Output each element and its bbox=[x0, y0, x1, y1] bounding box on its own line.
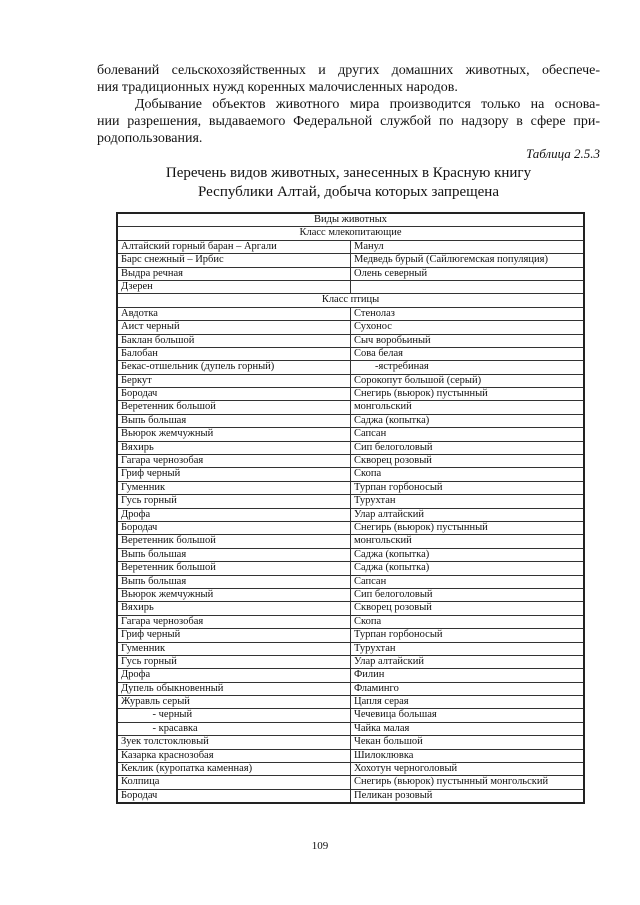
species-cell-left: Бекас-отшельник (дупель горный) bbox=[117, 361, 351, 374]
species-cell-right: Саджа (копытка) bbox=[351, 562, 585, 575]
species-cell-right: Стенолаз bbox=[351, 307, 585, 320]
paragraph-line: Добывание объектов животного мира производится только на основа- bbox=[135, 97, 600, 112]
species-cell-left: Гуменник bbox=[117, 481, 351, 494]
species-cell-right: Улар алтайский bbox=[351, 508, 585, 521]
species-cell-right: Цапля серая bbox=[351, 696, 585, 709]
species-cell-right: Шилоклювка bbox=[351, 749, 585, 762]
table-row bbox=[117, 441, 584, 454]
table-header-row bbox=[117, 213, 584, 227]
table-row bbox=[117, 280, 584, 293]
species-cell-right: монгольский bbox=[351, 401, 585, 414]
species-cell-right: Турпан горбоносый bbox=[351, 629, 585, 642]
table-row bbox=[117, 321, 584, 334]
species-cell-left: Выпь большая bbox=[117, 548, 351, 561]
table-title-line-1: Перечень видов животных, занесенных в Красную книгу bbox=[165, 165, 532, 181]
species-cell-right: Сапсан bbox=[351, 428, 585, 441]
species-cell-left: Бородач bbox=[117, 388, 351, 401]
species-cell-left: Вьюрок жемчужный bbox=[117, 428, 351, 441]
species-cell-right: Чечевица большая bbox=[351, 709, 585, 722]
species-cell-left: Выпь большая bbox=[117, 414, 351, 427]
species-cell-left: Веретенник большой bbox=[117, 401, 351, 414]
table-row bbox=[117, 763, 584, 776]
table-row bbox=[117, 629, 584, 642]
body-paragraph-1 bbox=[97, 62, 600, 96]
species-cell-left: Барс снежный – Ирбис bbox=[117, 254, 351, 267]
species-cell-right: Скопа bbox=[351, 468, 585, 481]
species-cell-right: Скворец розовый bbox=[351, 455, 585, 468]
table-row bbox=[117, 548, 584, 561]
paragraph-line: родопользования. bbox=[97, 131, 203, 146]
species-cell-right: Чайка малая bbox=[351, 722, 585, 735]
species-cell-left: Бородач bbox=[117, 521, 351, 534]
species-cell-left: Балобан bbox=[117, 347, 351, 360]
species-cell-right: Сыч воробьиный bbox=[351, 334, 585, 347]
species-cell-left: Гриф черный bbox=[117, 468, 351, 481]
table-row bbox=[117, 334, 584, 347]
table-row bbox=[117, 495, 584, 508]
species-cell-left: Дупель обыкновенный bbox=[117, 682, 351, 695]
table-row bbox=[117, 696, 584, 709]
table-row bbox=[117, 789, 584, 803]
paragraph-line: нии разрешения, выдаваемого Федеральной службой по надзору в сфере при- bbox=[97, 114, 600, 129]
species-cell-right: Сип белоголовый bbox=[351, 441, 585, 454]
species-cell-left: Гусь горный bbox=[117, 655, 351, 668]
species-cell-left: Беркут bbox=[117, 374, 351, 387]
species-cell-right: Сухонос bbox=[351, 321, 585, 334]
species-cell-left: Выдра речная bbox=[117, 267, 351, 280]
species-cell-left: Бородач bbox=[117, 789, 351, 803]
species-cell-left: Колпица bbox=[117, 776, 351, 789]
species-cell-left: Дрофа bbox=[117, 508, 351, 521]
species-cell-left: Дрофа bbox=[117, 669, 351, 682]
species-cell-left: Алтайский горный баран – Аргали bbox=[117, 240, 351, 253]
table-row bbox=[117, 602, 584, 615]
species-cell-right: Турпан горбоносый bbox=[351, 481, 585, 494]
species-cell-right: Саджа (копытка) bbox=[351, 414, 585, 427]
species-cell-right: монгольский bbox=[351, 535, 585, 548]
table-row bbox=[117, 588, 584, 601]
table-row bbox=[117, 776, 584, 789]
species-cell-left: Веретенник большой bbox=[117, 535, 351, 548]
page-number: 109 bbox=[311, 840, 329, 852]
species-cell-right: Фламинго bbox=[351, 682, 585, 695]
species-cell-right: Сип белоголовый bbox=[351, 588, 585, 601]
species-cell-left: Гагара чернозобая bbox=[117, 455, 351, 468]
species-cell-right: Сова белая bbox=[351, 347, 585, 360]
species-cell-right: Турухтан bbox=[351, 642, 585, 655]
species-cell-right: Саджа (копытка) bbox=[351, 548, 585, 561]
species-cell-left: Казарка краснозобая bbox=[117, 749, 351, 762]
species-cell-right: Манул bbox=[351, 240, 585, 253]
table-row bbox=[117, 749, 584, 762]
table-row bbox=[117, 642, 584, 655]
table-row bbox=[117, 521, 584, 534]
table-row bbox=[117, 615, 584, 628]
species-cell-left: Зуек толстоклювый bbox=[117, 736, 351, 749]
paragraph-line: ния традиционных нужд коренных малочисленных народов. bbox=[97, 80, 458, 95]
species-cell-right: Олень северный bbox=[351, 267, 585, 280]
table-row bbox=[117, 428, 584, 441]
table-row bbox=[117, 414, 584, 427]
table-row bbox=[117, 307, 584, 320]
table-row bbox=[117, 401, 584, 414]
species-cell-right: Скопа bbox=[351, 615, 585, 628]
table-number: Таблица 2.5.3 bbox=[525, 146, 600, 161]
species-cell-left: Гусь горный bbox=[117, 495, 351, 508]
species-cell-left: Выпь большая bbox=[117, 575, 351, 588]
table-row bbox=[117, 455, 584, 468]
species-cell-right: Скворец розовый bbox=[351, 602, 585, 615]
species-cell-right: Чекан большой bbox=[351, 736, 585, 749]
class-heading-mammals: Класс млекопитающие bbox=[117, 227, 584, 240]
species-cell-left: Веретенник большой bbox=[117, 562, 351, 575]
table-row bbox=[117, 669, 584, 682]
species-cell-left: Авдотка bbox=[117, 307, 351, 320]
table-row bbox=[117, 535, 584, 548]
species-cell-right: Снегирь (вьюрок) пустынный bbox=[351, 388, 585, 401]
table-row bbox=[117, 388, 584, 401]
class-row-mammals bbox=[117, 227, 584, 240]
table-row bbox=[117, 361, 584, 374]
table-row bbox=[117, 575, 584, 588]
species-cell-right: -ястребиная bbox=[351, 361, 585, 374]
species-cell-left: - красавка bbox=[117, 722, 351, 735]
table-row bbox=[117, 267, 584, 280]
species-cell-left: Гагара чернозобая bbox=[117, 615, 351, 628]
species-cell-right: Снегирь (вьюрок) пустынный bbox=[351, 521, 585, 534]
paragraph-line: болеваний сельскохозяйственных и других домашних животных, обеспече- bbox=[97, 63, 600, 78]
species-cell-right: Турухтан bbox=[351, 495, 585, 508]
species-cell-right: Улар алтайский bbox=[351, 655, 585, 668]
red-book-species-table bbox=[116, 212, 585, 804]
species-cell-right: Хохотун черноголовый bbox=[351, 763, 585, 776]
species-cell-left: Дзерен bbox=[117, 280, 351, 293]
table-title-line-2: Республики Алтай, добыча которых запрещена bbox=[197, 184, 499, 200]
table-row bbox=[117, 254, 584, 267]
table-row bbox=[117, 468, 584, 481]
species-cell-left: Аист черный bbox=[117, 321, 351, 334]
table-row bbox=[117, 722, 584, 735]
table-row bbox=[117, 481, 584, 494]
species-cell-right bbox=[351, 280, 585, 293]
species-cell-left: Кеклик (куропатка каменная) bbox=[117, 763, 351, 776]
table-row bbox=[117, 709, 584, 722]
species-cell-left: Вьюрок жемчужный bbox=[117, 588, 351, 601]
table-row bbox=[117, 562, 584, 575]
species-cell-left: Баклан большой bbox=[117, 334, 351, 347]
table-row bbox=[117, 347, 584, 360]
species-cell-left: Вяхирь bbox=[117, 602, 351, 615]
species-cell-left: - черный bbox=[117, 709, 351, 722]
table-header-cell: Виды животных bbox=[117, 213, 584, 227]
body-paragraph-2 bbox=[97, 96, 600, 147]
table-row bbox=[117, 682, 584, 695]
species-cell-left: Вяхирь bbox=[117, 441, 351, 454]
table-row bbox=[117, 240, 584, 253]
species-cell-right: Сапсан bbox=[351, 575, 585, 588]
table-row bbox=[117, 736, 584, 749]
species-cell-right: Сорокопут большой (серый) bbox=[351, 374, 585, 387]
table-row bbox=[117, 374, 584, 387]
table-row bbox=[117, 508, 584, 521]
class-heading-birds: Класс птицы bbox=[117, 294, 584, 307]
class-row-birds bbox=[117, 294, 584, 307]
table-row bbox=[117, 655, 584, 668]
species-cell-right: Снегирь (вьюрок) пустынный монгольский bbox=[351, 776, 585, 789]
species-cell-right: Медведь бурый (Сайлюгемская популяция) bbox=[351, 254, 585, 267]
species-cell-left: Гриф черный bbox=[117, 629, 351, 642]
species-cell-left: Гуменник bbox=[117, 642, 351, 655]
species-cell-right: Филин bbox=[351, 669, 585, 682]
species-cell-right: Пеликан розовый bbox=[351, 789, 585, 803]
species-cell-left: Журавль серый bbox=[117, 696, 351, 709]
